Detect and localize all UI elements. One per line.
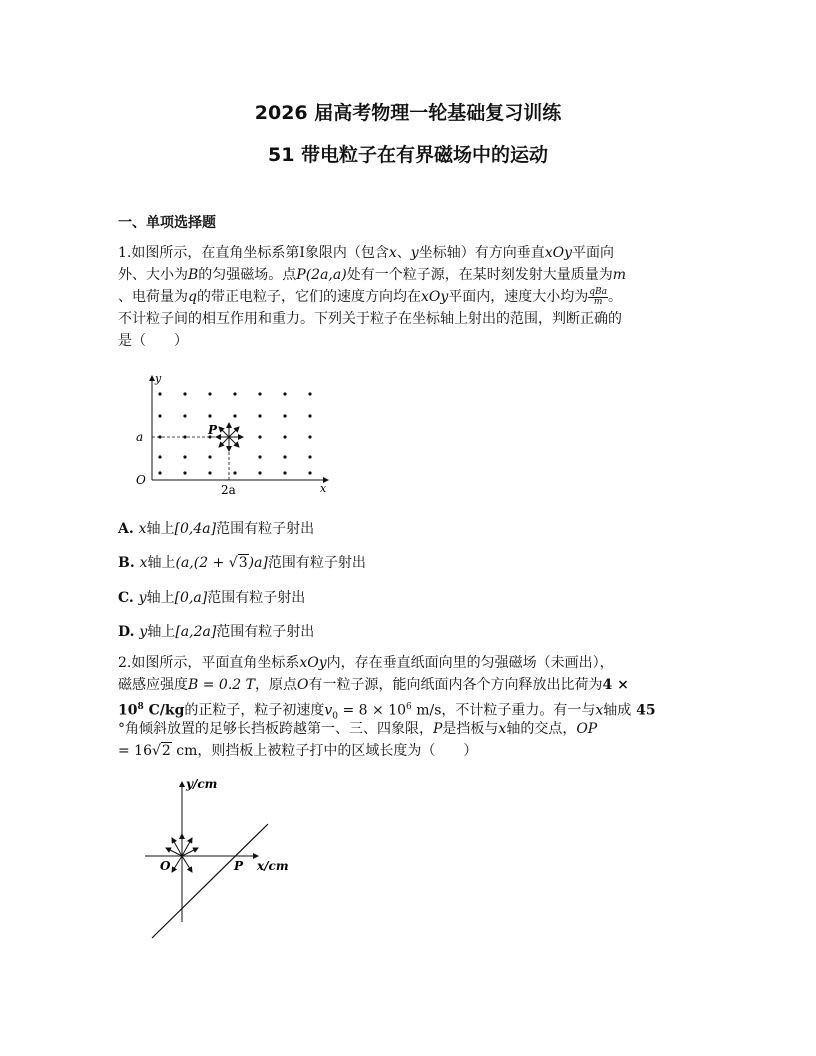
fig1-y-label: y — [155, 372, 162, 385]
option-a[interactable]: A. x轴上[0,4a]范围有粒子射出 — [118, 521, 315, 537]
fig2-x-label: x/cm — [257, 859, 289, 873]
particle-source — [216, 423, 243, 451]
section-heading: 一、单项选择题 — [118, 215, 216, 231]
question-2-text: 2.如图所示，平面直角坐标系xOy内，存在垂直纸面向里的匀强磁场（未画出）， 磁感应强度B = 0.2 T，原点O有一粒子源，能向纸面内各个方向释放出比荷为4 × $10^8$ C/kg的正粒子，粒子初速度$v_0 = 8 \times 10^6$ m/s，不计粒子重力。有一与x轴成 45 °角倾斜放置的足够长挡板跨越第一、三、四象限，P是挡板与x轴的交点，OP = 16√2 cm，则挡板上被粒子打中的区域长度为（ ） — [118, 655, 656, 759]
page-title: 2026 届高考物理一轮基础复习训练 — [254, 102, 562, 124]
fig1-x-label: x — [320, 482, 327, 495]
question-1-text: 1.如图所示，在直角坐标系第Ⅰ象限内（包含x、y坐标轴）有方向垂直xOy平面向 外、大小为B的匀强磁场。点P(2a,a)处有一个粒子源，在某时刻发射大量质量为m 、电荷量为q的带正电粒子，它们的速度方向均在xOy平面内，速度大小均为 $\frac{\text{qBa}}{m}$ 。 不计粒子间的相互作用和重力。下列关于粒子在坐标轴上射出的范围，判断正确的 是（ ） — [118, 245, 626, 349]
option-c[interactable]: C. y轴上[0,a]范围有粒子射出 — [118, 590, 306, 606]
speed-fraction: $\frac{\text{qBa}}{m}$ — [589, 286, 608, 307]
fig1-origin-label: O — [136, 473, 146, 487]
fig1-a-label: a — [136, 430, 144, 444]
baffle-line — [152, 824, 268, 938]
fig1-p-label: P — [208, 423, 218, 437]
fig1-2a-label: 2a — [221, 483, 236, 497]
figure-1 — [130, 370, 340, 500]
fig2-y-label: y/cm — [186, 777, 218, 791]
page-subtitle: 51 带电粒子在有界磁场中的运动 — [267, 144, 549, 166]
fig2-p-label: P — [234, 859, 244, 873]
figure-2 — [140, 772, 310, 942]
fig2-origin-label: O — [160, 859, 171, 873]
option-d[interactable]: D. y轴上[a,2a]范围有粒子射出 — [118, 624, 315, 640]
option-b[interactable]: B. x轴上(a,(2 + √3)a]范围有粒子射出 — [118, 555, 366, 571]
magnetic-field-dots — [158, 392, 311, 474]
